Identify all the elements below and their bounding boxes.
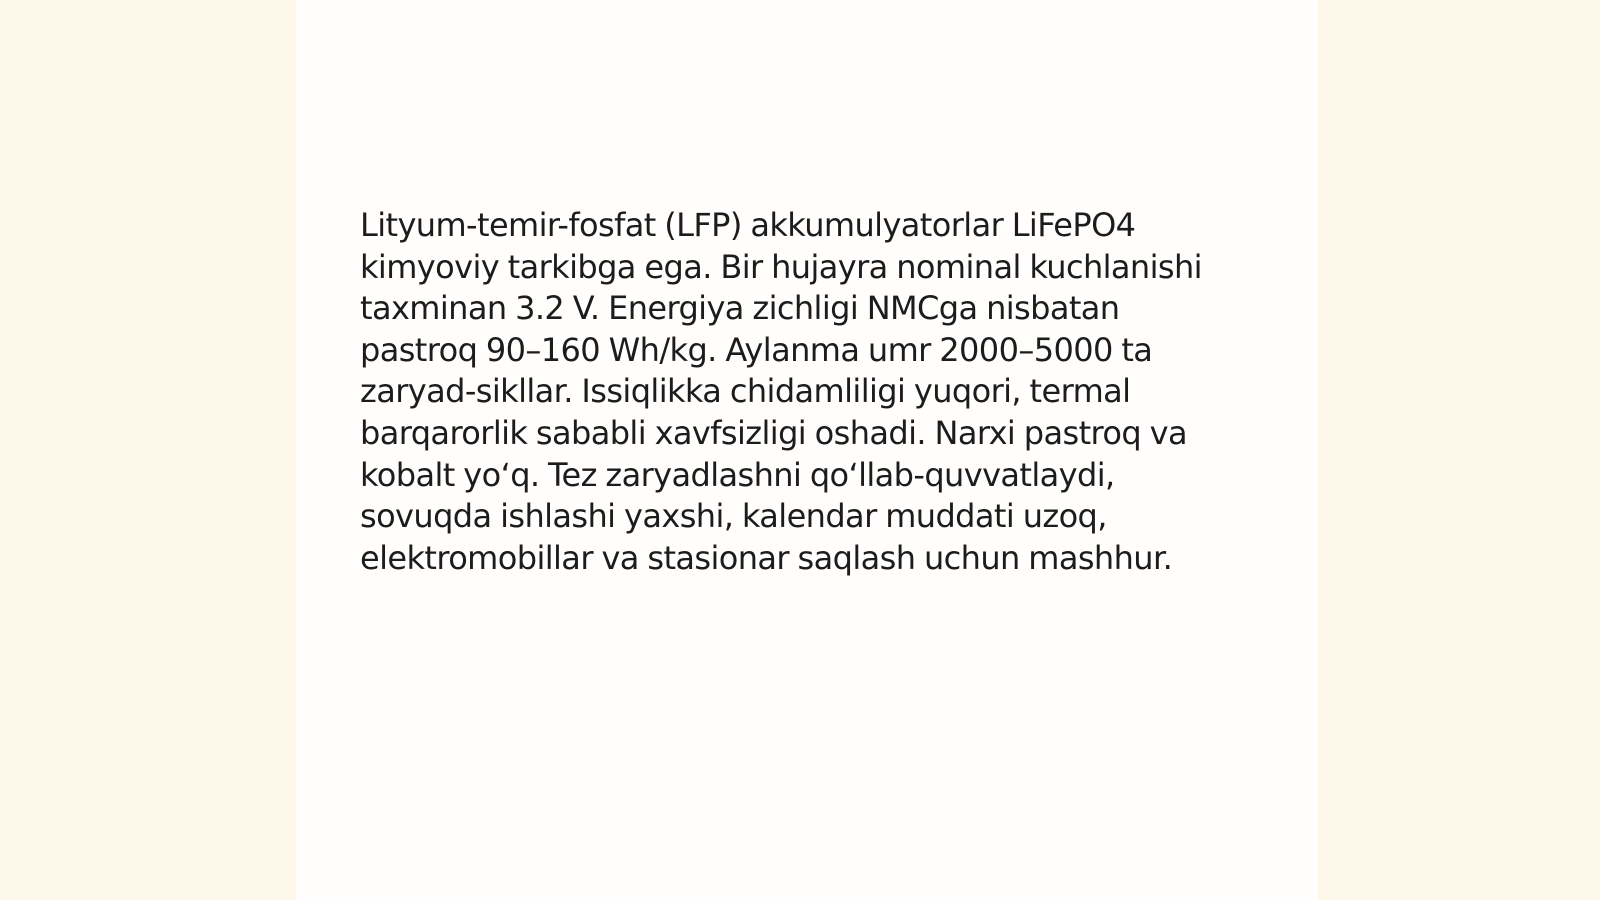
body-paragraph: Lityum-temir-fosfat (LFP) akkumulyatorlar LiFePO4 kimyoviy tarkibga ega. Bir hujayra nominal kuchlanishi taxminan 3.2 V. Energiya zichligi NMCga nisbatan pastroq 90–160 Wh/kg. Aylanma umr 2000–5000 ta zaryad-sikllar. Issiqlikka chidamliligi yuqori, termal barqarorlik sababli xavfsizligi oshadi. Narxi pastroq va kobalt yo‘q. Tez zaryadlashni qo‘llab-quvvatlaydi, sovuqda ishlashi yaxshi, kalendar muddati uzoq, elektromobillar va stasionar saqlash uchun mashhur. — [360, 206, 1202, 577]
document-page — [296, 0, 1318, 900]
